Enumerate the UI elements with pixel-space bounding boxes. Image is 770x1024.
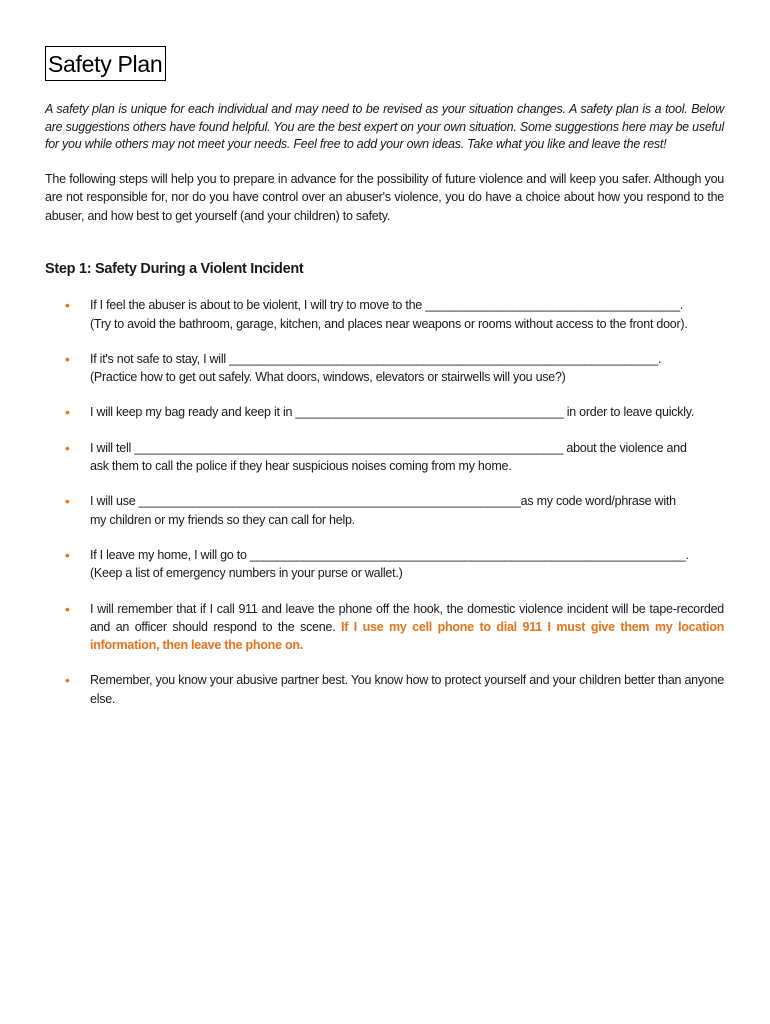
list-item-line: I will use _________________________________________________________as my code word/phrase with [90, 494, 676, 509]
list-item [45, 403, 724, 421]
document-page [45, 46, 724, 725]
list-item-text: I will remember that if I call 911 and leave the phone off the hook, the domestic violence incident will be tape-recorded and an officer should respond to the scene. [90, 601, 724, 634]
list-item-line: (Keep a list of emergency numbers in your purse or wallet.) [90, 566, 403, 581]
list-item-line: I will keep my bag ready and keep it in ________________________________________ in order to leave quickly. [90, 405, 695, 420]
list-item [45, 671, 724, 708]
list-item [45, 439, 724, 476]
list-item-line: my children or my friends so they can call for help. [90, 512, 355, 527]
intro-paragraph: The following steps will help you to prepare in advance for the possibility of future violence and will keep you safer. Although you are not responsible for, nor do you have control over an abuser's violence, you do have a choice about how you respond to the abuser, and how best to get yourself (and your children) to safety. [45, 171, 724, 223]
list-item-text: Remember, you know your abusive partner best. You know how to protect yourself and your children better than anyone else. [90, 673, 724, 706]
page-title: Safety Plan [45, 46, 166, 81]
list-item [45, 296, 724, 333]
list-item-line: (Practice how to get out safely. What doors, windows, elevators or stairwells will you use?) [90, 370, 566, 385]
bullet-icon: • [65, 672, 70, 689]
bullet-icon: • [65, 439, 70, 456]
bullet-icon: • [65, 546, 70, 563]
bullet-icon: • [65, 404, 70, 421]
list-item [45, 492, 724, 529]
highlight-text: If I use my cell phone to dial 911 I must give them my location information, then leave the phone on. [90, 619, 724, 653]
bullet-icon: • [65, 297, 70, 314]
step-1-heading: Step 1: Safety During a Violent Incident [45, 261, 304, 278]
list-item [45, 546, 724, 583]
list-item-line: ask them to call the police if they hear suspicious noises coming from my home. [90, 459, 512, 474]
bullet-icon: • [65, 600, 70, 617]
list-item-line: I will tell ________________________________________________________________ about the violence and [90, 440, 687, 455]
list-item-line: If I feel the abuser is about to be violent, I will try to move to the ______________________________________. [90, 298, 684, 313]
list-item-line: (Try to avoid the bathroom, garage, kitchen, and places near weapons or rooms without access to the front door). [90, 316, 688, 331]
bullet-icon: • [65, 493, 70, 510]
list-item-line: If it's not safe to stay, I will ________________________________________________________________. [90, 351, 662, 366]
list-item [45, 600, 724, 655]
intro-paragraph-italic: A safety plan is unique for each individual and may need to be revised as your situation changes. A safety plan is a tool. Below are suggestions others have found helpful. You are the best expert on your own situation. Some suggestions here may be useful for you while others may not meet your needs. Feel free to add your own ideas. Take what you like and leave the rest! [45, 102, 724, 152]
list-item-line: If I leave my home, I will go to _________________________________________________________________. [90, 547, 689, 562]
list-item [45, 350, 724, 387]
bullet-icon: • [65, 350, 70, 367]
step-1-list [45, 296, 724, 708]
